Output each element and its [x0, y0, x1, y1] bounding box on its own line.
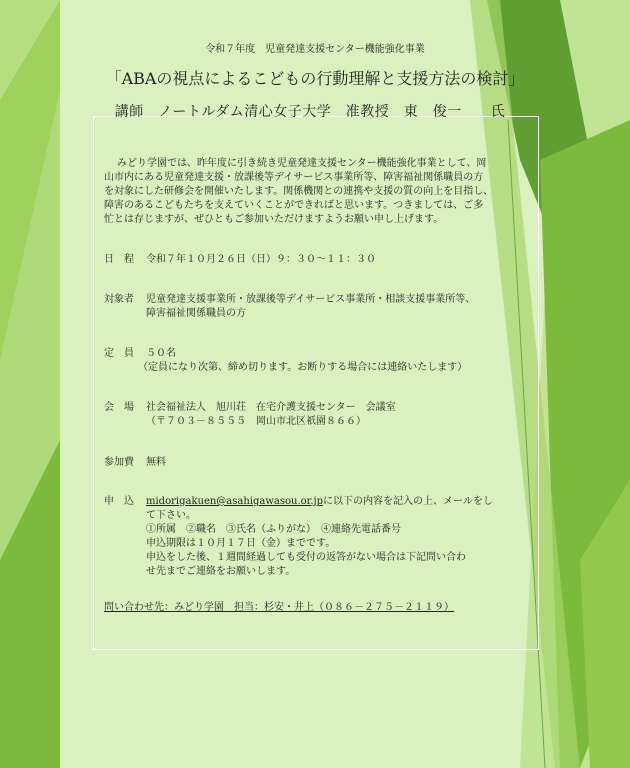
capacity-value: ５０名	[146, 348, 176, 359]
apply-line-1	[146, 495, 493, 509]
header-subtitle: 令和７年度 児童発達支援センター機能強化事業	[205, 44, 425, 55]
header-title: 「ABAの視点によるこどもの行動理解と支援方法の検討」	[105, 69, 525, 88]
apply-line-4: 申込期限は１０月１７日（金）までです。	[146, 538, 336, 549]
apply-line-3: ①所属 ②職名 ③氏名（ふりがな） ④連絡先電話番号	[146, 524, 401, 535]
intro-line-4: 障害のあるこどもたちを支えていくことができればと思います。つきましては、ご多	[104, 200, 484, 211]
target-label: 対象者	[104, 294, 134, 305]
venue-label: 会 場	[104, 402, 134, 413]
intro-line-1: みどり学園では、昨年度に引き続き児童発達支援センター機能強化事業として、岡	[117, 158, 487, 169]
apply-line-1-rest: に以下の内容を記入の上、メールをし	[323, 496, 493, 507]
capacity-note: （定員になり次第、締め切ります。お断りする場合には連絡いたします）	[138, 362, 468, 373]
intro-line-3: を対象にした研修会を開催いたします。関係機関との連携や支援の質の向上を目指し、	[104, 186, 494, 197]
fee-label: 参加費	[104, 457, 134, 468]
apply-line-5: 申込をした後、１週間経過しても受付の返答がない場合は下記問い合わ	[146, 552, 466, 563]
lecturer-line: 講師 ノートルダム清心女子大学 准教授 東 俊一 氏	[114, 104, 506, 120]
fee-value: 無料	[146, 457, 166, 468]
apply-line-2: て下さい。	[146, 510, 196, 521]
intro-line-5: 忙とは存じますが、ぜひともご参加いただけますようお願い申し上げます。	[104, 214, 444, 225]
apply-line-6: せ先までご連絡をお願いします。	[146, 566, 296, 577]
apply-label: 申 込	[104, 496, 134, 507]
target-line-1: 児童発達支援事業所・放課後等デイサービス事業所・相談支援事業所等、	[146, 294, 476, 305]
date-value: 令和７年１０月２６日（日）９：３０～１１：３０	[146, 254, 376, 265]
venue-line-1: 社会福祉法人 旭川荘 在宅介護支援センター 会議室	[146, 402, 396, 413]
target-line-2: 障害福祉関係職員の方	[146, 308, 246, 319]
capacity-label: 定 員	[104, 348, 134, 359]
venue-line-2: （〒７０３－８５５５ 岡山市北区祇園８６６）	[146, 416, 366, 427]
date-label: 日 程	[104, 254, 134, 265]
intro-line-2: 山市内にある児童発達支援・放課後等デイサービス事業所等、障害福祉関係職員の方	[104, 172, 484, 183]
contact-info: 問い合わせ先：みどり学園 担当：杉安・井上（０８６－２７５－２１１９）	[104, 602, 454, 613]
apply-email-link[interactable]: midorigakuen@asahigawasou.or.jp	[146, 496, 324, 507]
